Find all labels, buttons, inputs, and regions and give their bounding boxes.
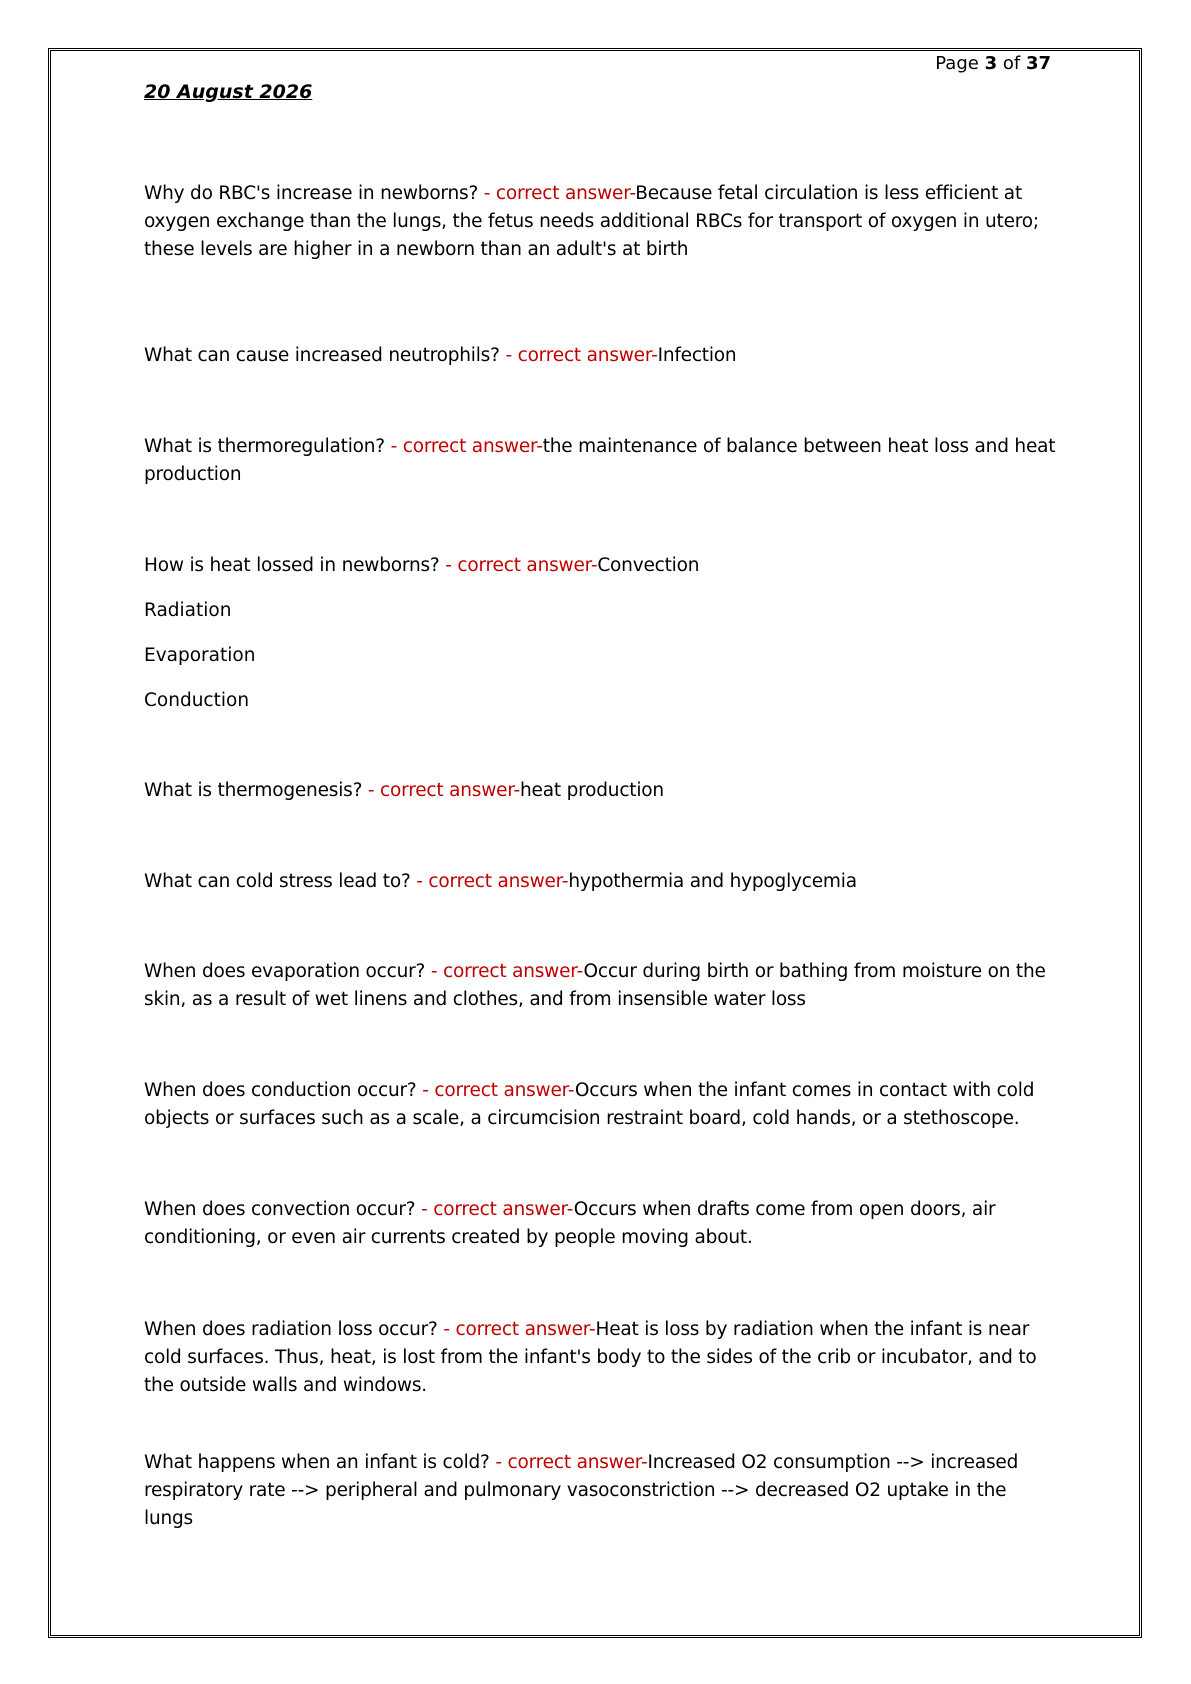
answer-marker: - correct answer-	[443, 1319, 596, 1340]
answer-text: hypothermia and hypoglycemia	[568, 871, 857, 892]
qa-paragraph	[144, 868, 1059, 896]
qa-item	[144, 1196, 1059, 1252]
document-date: 20 August 2026	[144, 81, 313, 103]
qa-paragraph	[144, 342, 1059, 370]
question-text: How is heat lossed in newborns?	[144, 555, 446, 576]
question-text: What is thermoregulation?	[144, 436, 391, 457]
question-text: What can cause increased neutrophils?	[144, 345, 506, 366]
page-number: Page 3 of 37	[935, 53, 1051, 74]
answer-text: Occurs when drafts come from open doors, air conditioning, or even air currents created by people moving about.	[144, 1199, 996, 1248]
question-text: Why do RBC's increase in newborns?	[144, 183, 484, 204]
qa-item	[144, 958, 1059, 1014]
qa-paragraph	[144, 1077, 1059, 1133]
question-text: What is thermogenesis?	[144, 780, 368, 801]
qa-paragraph	[144, 180, 1059, 264]
qa-item	[144, 1449, 1059, 1533]
qa-paragraph	[144, 958, 1059, 1014]
answer-text: Because fetal circulation is less efficient at oxygen exchange than the lungs, the fetus needs additional RBCs for transport of oxygen in utero; these levels are higher in a newborn than an adult's at birth	[144, 183, 1039, 260]
answer-text: Occurs when the infant comes in contact with cold objects or surfaces such as a scale, a circumcision restraint board, cold hands, or a stethoscope.	[144, 1080, 1035, 1129]
qa-item	[144, 552, 1059, 580]
question-text: When does radiation loss occur?	[144, 1319, 444, 1340]
answer-text: Infection	[657, 345, 737, 366]
question-text: What can cold stress lead to?	[144, 871, 417, 892]
qa-paragraph	[144, 1316, 1059, 1400]
qa-item	[144, 1316, 1059, 1400]
list-item: Radiation	[144, 600, 232, 621]
answer-marker: - correct answer-	[367, 780, 521, 801]
answer-marker: - correct answer-	[430, 961, 584, 982]
qa-paragraph	[144, 433, 1059, 489]
answer-text: the maintenance of balance between heat loss and heat production	[144, 436, 1056, 485]
answer-text: heat production	[520, 780, 664, 801]
qa-item	[144, 777, 1059, 805]
qa-paragraph	[144, 1196, 1059, 1252]
answer-text: Increased O2 consumption --> increased respiratory rate --> peripheral and pulmonary vasoconstriction --> decreased O2 uptake in the lungs	[144, 1452, 1019, 1529]
page-total: 37	[1025, 53, 1051, 74]
answer-marker: - correct answer-	[422, 1080, 575, 1101]
answer-text: Occur during birth or bathing from moisture on the skin, as a result of wet linens and clothes, and from insensible water loss	[144, 961, 1046, 1010]
answer-marker: - correct answer-	[421, 1199, 574, 1220]
qa-item	[144, 433, 1059, 489]
qa-item	[144, 342, 1059, 370]
answer-marker: - correct answer-	[445, 555, 598, 576]
qa-item	[144, 180, 1059, 264]
answer-marker: - correct answer-	[390, 436, 543, 457]
question-text: When does convection occur?	[144, 1199, 422, 1220]
answer-text: Heat is loss by radiation when the infant is near cold surfaces. Thus, heat, is lost from the infant's body to the sides of the crib or incubator, and to the outside walls and windows.	[144, 1319, 1037, 1396]
answer-text: Convection	[597, 555, 700, 576]
qa-item	[144, 868, 1059, 896]
answer-marker: - correct answer-	[505, 345, 658, 366]
qa-paragraph	[144, 777, 1059, 805]
question-text: When does evaporation occur?	[144, 961, 431, 982]
question-text: What happens when an infant is cold?	[144, 1452, 496, 1473]
qa-paragraph	[144, 552, 1059, 580]
question-text: When does conduction occur?	[144, 1080, 423, 1101]
qa-paragraph	[144, 1449, 1059, 1533]
page-current: 3	[984, 53, 998, 74]
list-item: Evaporation	[144, 645, 256, 666]
answer-marker: - correct answer-	[495, 1452, 648, 1473]
list-item: Conduction	[144, 690, 250, 711]
qa-item	[144, 1077, 1059, 1133]
answer-marker: - correct answer-	[416, 871, 569, 892]
answer-marker: - correct answer-	[483, 183, 636, 204]
